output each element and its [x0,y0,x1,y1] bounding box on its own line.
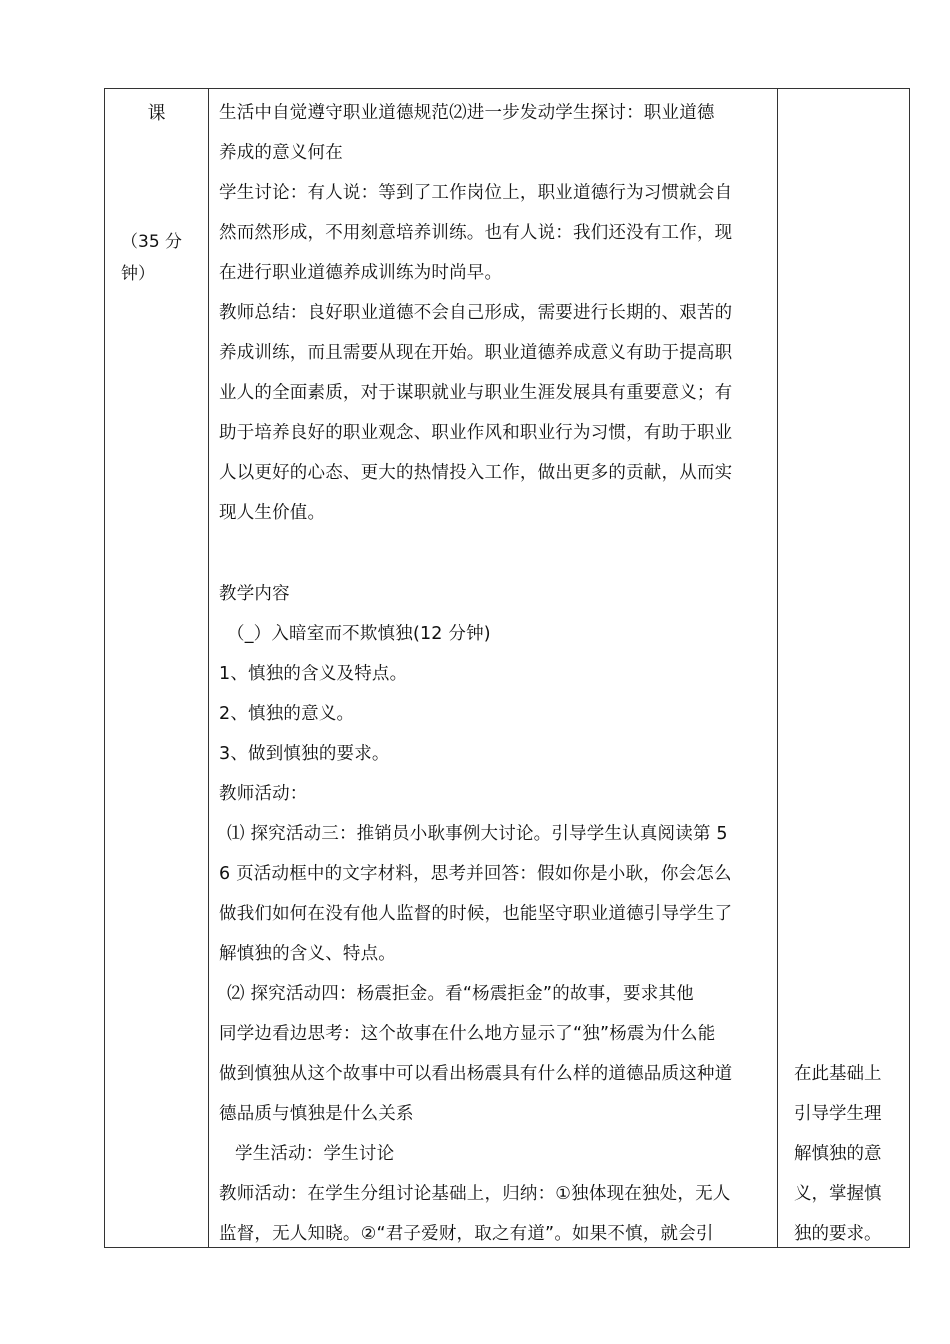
teaching-content-cell [209,89,777,1247]
content-line: 生活中自觉遵守职业道德规范⑵进一步发动学生探讨：职业道德 [219,103,715,123]
duration-label: （35 分钟） [121,232,183,284]
intent-line: 解慎独的意 [794,1144,882,1164]
content-line: 业人的全面素质，对于谋职就业与职业生涯发展具有重要意义；有 [219,383,733,403]
content-line: 6 页活动框中的文字材料，思考并回答：假如你是小耿，你会怎么 [219,864,732,884]
intent-line: 独的要求。 [794,1224,882,1244]
lesson-plan-table [104,88,910,1248]
content-line: 教师活动： [219,784,308,804]
section-heading: 教学内容 [219,584,290,604]
content-line: 同学边看边思考：这个故事在什么地方显示了“独”杨震为什么能 [219,1024,716,1044]
content-line: 在进行职业道德养成训练为时尚早。 [219,263,503,283]
subsection-heading: （_）入暗室而不欺慎独(12 分钟) [227,624,491,644]
content-line: 2、慎独的意义。 [219,704,355,724]
content-line: 养成的意义何在 [219,143,343,163]
content-line: 人以更好的心态、更大的热情投入工作，做出更多的贡献，从而实 [219,463,733,483]
content-line: ⑴ 探究活动三：推销员小耿事例大讨论。引导学生认真阅读第 5 [227,824,728,844]
content-line: 养成训练，而且需要从现在开始。职业道德养成意义有助于提高职 [219,343,733,363]
content-line: ⑵ 探究活动四：杨震拒金。看“杨震拒金”的故事，要求其他 [227,984,694,1004]
intent-line: 义，掌握慎 [794,1184,882,1204]
content-line: 监督，无人知晓。②“君子爱财，取之有道”。如果不慎，就会引 [219,1224,714,1244]
content-line: 做到慎独从这个故事中可以看出杨震具有什么样的道德品质这种道 [219,1064,733,1084]
content-line: 然而然形成，不用刻意培养训练。也有人说：我们还没有工作，现 [219,223,733,243]
content-line: 1、慎独的含义及特点。 [219,664,408,684]
content-line: 3、做到慎独的要求。 [219,744,390,764]
content-line: 教师活动：在学生分组讨论基础上，归纳：①独体现在独处，无人 [219,1184,731,1204]
content-line: 解慎独的含义、特点。 [219,944,396,964]
lesson-label: 课 [147,103,166,124]
content-line: 助于培养良好的职业观念、职业作风和职业行为习惯，有助于职业 [219,423,733,443]
content-line: 教师总结：良好职业道德不会自己形成，需要进行长期的、艰苦的 [219,303,733,323]
content-line: 德品质与慎独是什么关系 [219,1104,414,1124]
intent-line: 在此基础上 [794,1064,882,1084]
content-line: 学生活动：学生讨论 [235,1144,395,1164]
section-label-cell [105,89,208,1247]
intent-line: 引导学生理 [794,1104,882,1124]
content-line: 现人生价值。 [219,503,326,523]
design-intent-cell [778,89,909,1247]
content-line: 做我们如何在没有他人监督的时候，也能坚守职业道德引导学生了 [219,904,733,924]
content-line: 学生讨论：有人说：等到了工作岗位上，职业道德行为习惯就会自 [219,183,733,203]
